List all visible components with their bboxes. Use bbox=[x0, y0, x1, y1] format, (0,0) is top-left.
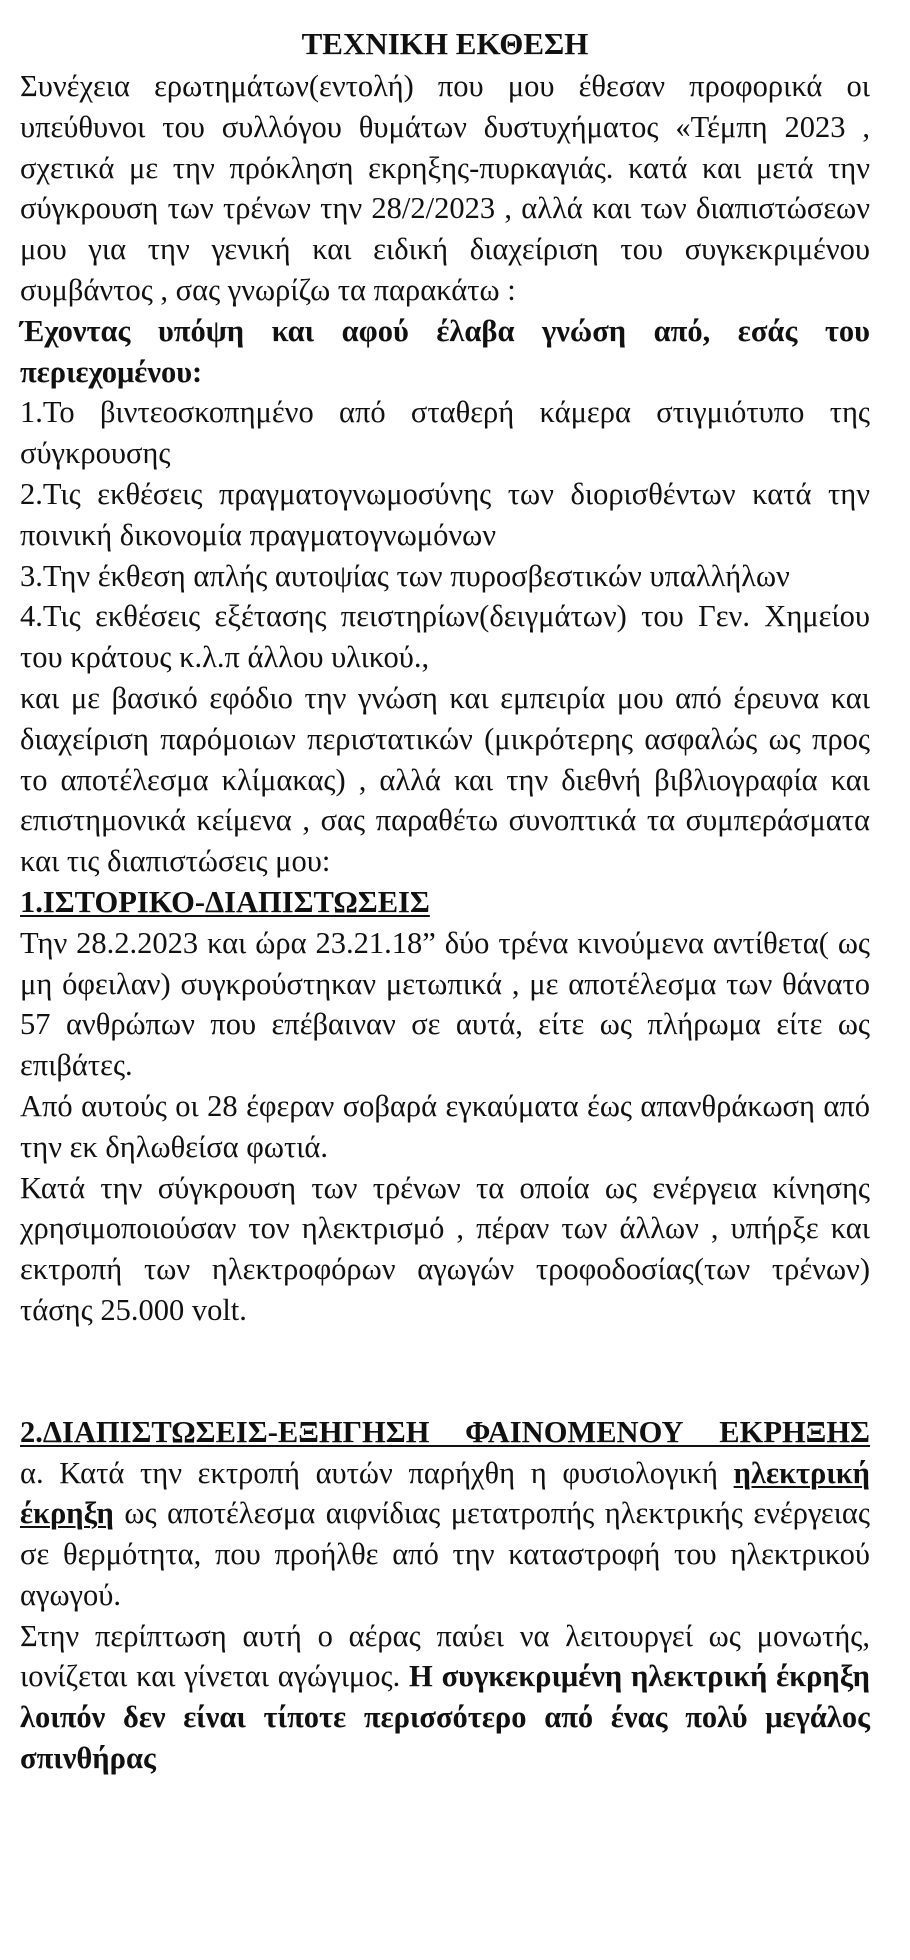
document-title: ΤΕΧΝΙΚΗ ΕΚΘΕΣΗ bbox=[301, 26, 589, 61]
section2-term: ηλεκτρική έκρηξη bbox=[20, 1455, 870, 1531]
section2-text: ως αποτέλεσμα αιφνίδιας μετατροπής ηλεκτρικής ενέργειας σε θερμότητα, που προήλθε από την καταστροφή του ηλεκτρικού αγωγού. bbox=[20, 1496, 870, 1612]
bold-intro-paragraph: Έχοντας υπόψη και αφού έλαβα γνώση από, εσάς του περιεχομένου: bbox=[20, 313, 870, 389]
section2-text: α. Κατά την εκτροπή αυτών παρήχθη η φυσιολογική bbox=[20, 1455, 734, 1490]
section1-paragraph: Την 28.2.2023 και ώρα 23.21.18” δύο τρένα κινούμενα αντίθετα( ως μη όφειλαν) συγκρούστηκαν μετωπικά , με αποτέλεσμα των θάνατο 57 ανθρώπων που επέβαιναν σε αυτά, είτε ως πλήρωμα είτε ως επιβάτες. bbox=[20, 925, 870, 1083]
intro-paragraph: Συνέχεια ερωτημάτων(εντολή) που μου έθεσαν προφορικά οι υπεύθυνοι του συλλόγου θυμάτων δυστυχήματος «Τέμπη 2023 , σχετικά με την πρόκληση εκρηξης-πυρκαγιάς. κατά και μετά την σύγκρουση των τρένων την 28/2/2023 , αλλά και των διαπιστώσεων μου για την γενική και ειδική διαχείριση του συγκεκριμένου συμβάντος , σας γνωρίζω τα παρακάτω : bbox=[20, 69, 870, 307]
section1-heading: 1.ΙΣΤΟΡΙΚΟ-ΔΙΑΠΙΣΤΩΣΕΙΣ bbox=[20, 884, 430, 919]
section-gap bbox=[20, 1331, 870, 1412]
section2-heading: 2.ΔΙΑΠΙΣΤΩΣΕΙΣ-ΕΞΗΓΗΣΗ ΦΑΙΝΟΜΕΝΟΥ ΕΚΡΗΞΗΣ bbox=[20, 1414, 870, 1449]
list-item: 2.Τις εκθέσεις πραγματογνωμοσύνης των διορισθέντων κατά την ποινική δικονομία πραγματογνωμόνων bbox=[20, 476, 870, 552]
section2-text: Στην περίπτωση αυτή ο αέρας παύει να λειτουργεί ως μονωτής, ιονίζεται και γίνεται αγώγιμος. bbox=[20, 1618, 870, 1694]
section2-bold-text: Η συγκεκριμένη ηλεκτρική έκρηξη λοιπόν δεν είναι τίποτε περισσότερο από ένας πολύ μεγάλος σπινθήρας bbox=[20, 1659, 870, 1776]
closing-paragraph: και με βασικό εφόδιο την γνώση και εμπειρία μου από έρευνα και διαχείριση παρόμοιων περιστατικών (μικρότερης ασφαλώς ως προς το αποτέλεσμα κλίμακας) , αλλά και την διεθνή βιβλιογραφία και επιστημονικά κείμενα , σας παραθέτω συνοπτικά τα συμπεράσματα και τις διαπιστώσεις μου: bbox=[20, 680, 870, 879]
section2-paragraph bbox=[20, 1616, 870, 1779]
list-item: 4.Τις εκθέσεις εξέτασης πειστηρίων(δειγμάτων) του Γεν. Χημείου του κράτους κ.λ.π άλλου υλικού., bbox=[20, 599, 870, 675]
list-item: 1.Το βιντεοσκοπημένο από σταθερή κάμερα στιγμιότυπο της σύγκρουσης bbox=[20, 395, 870, 471]
section1-paragraph: Από αυτούς οι 28 έφεραν σοβαρά εγκαύματα έως απανθράκωση από την εκ δηλωθείσα φωτιά. bbox=[20, 1088, 870, 1164]
section1-paragraph: Κατά την σύγκρουση των τρένων τα οποία ως ενέργεια κίνησης χρησιμοποιούσαν τον ηλεκτρισμό , πέραν των άλλων , υπήρξε και εκτροπή των ηλεκτροφόρων αγωγών τροφοδοσίας(των τρένων) τάσης 25.000 volt. bbox=[20, 1170, 870, 1327]
list-item: 3.Την έκθεση απλής αυτοψίας των πυροσβεστικών υπαλλήλων bbox=[20, 558, 790, 593]
section2-paragraph bbox=[20, 1453, 870, 1616]
